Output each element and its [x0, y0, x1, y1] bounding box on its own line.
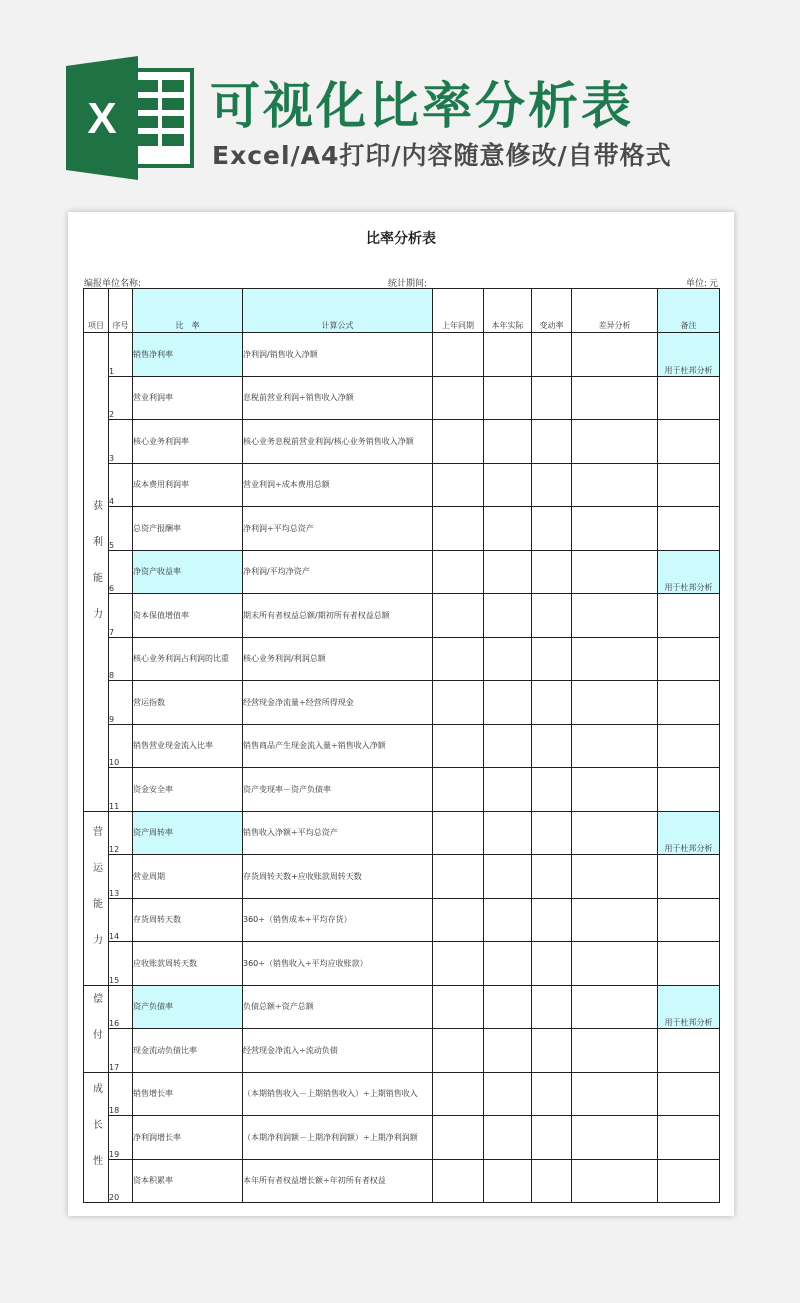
banner-headline: 可视化比率分析表	[210, 77, 634, 135]
current-year-cell[interactable]	[484, 1072, 532, 1116]
ratio-name[interactable]: 销售净利率	[133, 333, 243, 377]
change-rate-cell[interactable]	[532, 898, 572, 942]
change-rate-cell[interactable]	[532, 637, 572, 681]
variance-analysis-cell[interactable]	[572, 376, 658, 420]
ratio-name[interactable]: 销售增长率	[133, 1072, 243, 1116]
prior-year-cell[interactable]	[433, 724, 484, 768]
variance-analysis-cell[interactable]	[572, 594, 658, 638]
variance-analysis-cell[interactable]	[572, 1116, 658, 1160]
remark-cell[interactable]	[658, 898, 720, 942]
change-rate-cell[interactable]	[532, 507, 572, 551]
ratio-formula[interactable]: 经营现金净流入÷流动负债	[243, 1029, 433, 1073]
row-number: 17	[109, 1029, 133, 1073]
statistics-period-label: 统计期间:	[388, 279, 428, 289]
current-year-cell[interactable]	[484, 985, 532, 1029]
row-number: 12	[109, 811, 133, 855]
current-year-cell[interactable]	[484, 637, 532, 681]
table-row	[84, 681, 720, 725]
row-number: 16	[109, 985, 133, 1029]
row-number: 5	[109, 507, 133, 551]
current-year-cell[interactable]	[484, 1159, 532, 1203]
change-rate-cell[interactable]	[532, 811, 572, 855]
change-rate-cell[interactable]	[532, 681, 572, 725]
header-number: 序号	[109, 289, 133, 333]
ratio-name[interactable]: 总资产报酬率	[133, 507, 243, 551]
ratio-name[interactable]: 成本费用利润率	[133, 463, 243, 507]
current-year-cell[interactable]	[484, 1029, 532, 1073]
ratio-formula[interactable]: 360÷（销售收入÷平均应收账款）	[243, 942, 433, 986]
current-year-cell[interactable]	[484, 594, 532, 638]
change-rate-cell[interactable]	[532, 985, 572, 1029]
ratio-formula[interactable]: 净利润÷平均总资产	[243, 507, 433, 551]
row-number: 13	[109, 855, 133, 899]
table-row	[84, 594, 720, 638]
row-number: 9	[109, 681, 133, 725]
ratio-formula[interactable]: 360÷（销售成本÷平均存货）	[243, 898, 433, 942]
remark-cell[interactable]	[658, 1029, 720, 1073]
variance-analysis-cell[interactable]	[572, 333, 658, 377]
current-year-cell[interactable]	[484, 550, 532, 594]
remark-cell[interactable]	[658, 637, 720, 681]
prior-year-cell[interactable]	[433, 681, 484, 725]
current-year-cell[interactable]	[484, 420, 532, 464]
ratio-formula[interactable]: 销售商品产生现金流入量÷销售收入净额	[243, 724, 433, 768]
ratio-name[interactable]: 营业利润率	[133, 376, 243, 420]
variance-analysis-cell[interactable]	[572, 855, 658, 899]
ratio-formula[interactable]: 期末所有者权益总额/期初所有者权益总额	[243, 594, 433, 638]
table-row	[84, 855, 720, 899]
header-change-rate: 变动率	[532, 289, 572, 333]
table-row	[84, 1116, 720, 1160]
row-number: 18	[109, 1072, 133, 1116]
header-category: 项目	[84, 289, 109, 333]
table-row	[84, 550, 720, 594]
current-year-cell[interactable]	[484, 376, 532, 420]
header-current-year: 本年实际	[484, 289, 532, 333]
remark-cell[interactable]: 用于杜邦分析	[658, 550, 720, 594]
logo-letter: X	[87, 94, 117, 143]
change-rate-cell[interactable]	[532, 942, 572, 986]
variance-analysis-cell[interactable]	[572, 463, 658, 507]
ratio-name[interactable]: 现金流动负债比率	[133, 1029, 243, 1073]
table-row	[84, 376, 720, 420]
header-remarks: 备注	[658, 289, 720, 333]
header-ratio: 比 率	[133, 289, 243, 333]
current-year-cell[interactable]	[484, 681, 532, 725]
table-row	[84, 1159, 720, 1203]
table-row	[84, 985, 720, 1029]
table-row	[84, 1029, 720, 1073]
variance-analysis-cell[interactable]	[572, 507, 658, 551]
variance-analysis-cell[interactable]	[572, 637, 658, 681]
ratio-name[interactable]: 营运指数	[133, 681, 243, 725]
ratio-formula[interactable]: 净利润/销售收入净额	[243, 333, 433, 377]
excel-logo-icon	[66, 56, 196, 180]
table-row	[84, 637, 720, 681]
change-rate-cell[interactable]	[532, 1159, 572, 1203]
document-sheet	[68, 212, 734, 1216]
current-year-cell[interactable]	[484, 898, 532, 942]
prior-year-cell[interactable]	[433, 1159, 484, 1203]
ratio-name[interactable]: 资本保值增值率	[133, 594, 243, 638]
variance-analysis-cell[interactable]	[572, 681, 658, 725]
ratio-formula[interactable]: （本期净利润额－上期净利润额）÷上期净利润额	[243, 1116, 433, 1160]
ratio-name[interactable]: 净利润增长率	[133, 1116, 243, 1160]
ratio-name[interactable]: 销售营业现金流入比率	[133, 724, 243, 768]
row-number: 11	[109, 768, 133, 812]
ratio-formula[interactable]: 核心业务息税前营业利润/核心业务销售收入净额	[243, 420, 433, 464]
prior-year-cell[interactable]	[433, 985, 484, 1029]
ratio-formula[interactable]: 核心业务利润/利润总额	[243, 637, 433, 681]
current-year-cell[interactable]	[484, 1116, 532, 1160]
ratio-name[interactable]: 资金安全率	[133, 768, 243, 812]
change-rate-cell[interactable]	[532, 1072, 572, 1116]
current-year-cell[interactable]	[484, 507, 532, 551]
category-cell: 成长性	[84, 1072, 109, 1203]
prior-year-cell[interactable]	[433, 637, 484, 681]
remark-cell[interactable]	[658, 463, 720, 507]
variance-analysis-cell[interactable]	[572, 420, 658, 464]
row-number: 15	[109, 942, 133, 986]
header-prior-year: 上年同期	[433, 289, 484, 333]
table-row	[84, 811, 720, 855]
banner-subline: Excel/A4打印/内容随意修改/自带格式	[212, 141, 672, 170]
ratio-formula[interactable]: （本期销售收入－上期销售收入）÷上期销售收入	[243, 1072, 433, 1116]
remark-cell[interactable]	[658, 1072, 720, 1116]
ratio-name[interactable]: 净资产收益率	[133, 550, 243, 594]
ratio-name[interactable]: 存货周转天数	[133, 898, 243, 942]
remark-cell[interactable]	[658, 681, 720, 725]
prior-year-cell[interactable]	[433, 1116, 484, 1160]
ratio-formula[interactable]: 资产变现率－资产负债率	[243, 768, 433, 812]
table-row	[84, 942, 720, 986]
current-year-cell[interactable]	[484, 463, 532, 507]
remark-cell[interactable]: 用于杜邦分析	[658, 333, 720, 377]
table-row	[84, 898, 720, 942]
variance-analysis-cell[interactable]	[572, 811, 658, 855]
remark-cell[interactable]	[658, 1159, 720, 1203]
variance-analysis-cell[interactable]	[572, 942, 658, 986]
remark-cell[interactable]	[658, 594, 720, 638]
table-row	[84, 507, 720, 551]
change-rate-cell[interactable]	[532, 1116, 572, 1160]
change-rate-cell[interactable]	[532, 333, 572, 377]
table-row	[84, 420, 720, 464]
table-row	[84, 1072, 720, 1116]
row-number: 8	[109, 637, 133, 681]
variance-analysis-cell[interactable]	[572, 1072, 658, 1116]
table-row	[84, 724, 720, 768]
change-rate-cell[interactable]	[532, 1029, 572, 1073]
table-row	[84, 463, 720, 507]
row-number: 6	[109, 550, 133, 594]
row-number: 7	[109, 594, 133, 638]
reporting-unit-label: 编报单位名称:	[84, 279, 142, 289]
remark-cell[interactable]: 用于杜邦分析	[658, 985, 720, 1029]
category-cell: 获利能力	[84, 333, 109, 812]
variance-analysis-cell[interactable]	[572, 898, 658, 942]
table-row	[84, 768, 720, 812]
prior-year-cell[interactable]	[433, 855, 484, 899]
ratio-formula[interactable]: 经营现金净流量÷经营所得现金	[243, 681, 433, 725]
remark-cell[interactable]	[658, 768, 720, 812]
prior-year-cell[interactable]	[433, 594, 484, 638]
prior-year-cell[interactable]	[433, 376, 484, 420]
remark-cell[interactable]	[658, 724, 720, 768]
ratio-name[interactable]: 资产周转率	[133, 811, 243, 855]
prior-year-cell[interactable]	[433, 898, 484, 942]
prior-year-cell[interactable]	[433, 1072, 484, 1116]
prior-year-cell[interactable]	[433, 942, 484, 986]
row-number: 20	[109, 1159, 133, 1203]
ratio-name[interactable]: 营业周期	[133, 855, 243, 899]
unit-label: 单位:	[685, 279, 707, 289]
variance-analysis-cell[interactable]	[572, 768, 658, 812]
change-rate-cell[interactable]	[532, 376, 572, 420]
ratio-name[interactable]: 资产负债率	[133, 985, 243, 1029]
ratio-name[interactable]: 应收账款周转天数	[133, 942, 243, 986]
remark-cell[interactable]	[658, 420, 720, 464]
current-year-cell[interactable]	[484, 942, 532, 986]
category-cell: 营运能力	[84, 811, 109, 985]
current-year-cell[interactable]	[484, 724, 532, 768]
row-number: 3	[109, 420, 133, 464]
change-rate-cell[interactable]	[532, 594, 572, 638]
remark-cell[interactable]: 用于杜邦分析	[658, 811, 720, 855]
current-year-cell[interactable]	[484, 768, 532, 812]
banner	[0, 0, 800, 200]
remark-cell[interactable]	[658, 855, 720, 899]
ratio-formula[interactable]: 营业利润÷成本费用总额	[243, 463, 433, 507]
ratio-table	[83, 288, 720, 1203]
document-title: 比率分析表	[366, 231, 436, 247]
current-year-cell[interactable]	[484, 811, 532, 855]
remark-cell[interactable]	[658, 1116, 720, 1160]
change-rate-cell[interactable]	[532, 768, 572, 812]
prior-year-cell[interactable]	[433, 507, 484, 551]
change-rate-cell[interactable]	[532, 463, 572, 507]
prior-year-cell[interactable]	[433, 420, 484, 464]
change-rate-cell[interactable]	[532, 420, 572, 464]
table-row	[84, 333, 720, 377]
prior-year-cell[interactable]	[433, 550, 484, 594]
variance-analysis-cell[interactable]	[572, 1159, 658, 1203]
ratio-formula[interactable]: 净利润/平均净资产	[243, 550, 433, 594]
row-number: 19	[109, 1116, 133, 1160]
variance-analysis-cell[interactable]	[572, 1029, 658, 1073]
ratio-formula[interactable]: 负债总额÷资产总额	[243, 985, 433, 1029]
variance-analysis-cell[interactable]	[572, 724, 658, 768]
unit-value: 元	[708, 279, 718, 289]
prior-year-cell[interactable]	[433, 333, 484, 377]
change-rate-cell[interactable]	[532, 724, 572, 768]
ratio-formula[interactable]: 销售收入净额÷平均总资产	[243, 811, 433, 855]
prior-year-cell[interactable]	[433, 768, 484, 812]
current-year-cell[interactable]	[484, 855, 532, 899]
row-number: 14	[109, 898, 133, 942]
ratio-name[interactable]: 核心业务利润占利润的比重	[133, 637, 243, 681]
prior-year-cell[interactable]	[433, 1029, 484, 1073]
ratio-name[interactable]: 资本积累率	[133, 1159, 243, 1203]
row-number: 4	[109, 463, 133, 507]
variance-analysis-cell[interactable]	[572, 985, 658, 1029]
prior-year-cell[interactable]	[433, 811, 484, 855]
header-formula: 计算公式	[243, 289, 433, 333]
ratio-formula[interactable]: 息税前营业利润÷销售收入净额	[243, 376, 433, 420]
remark-cell[interactable]	[658, 507, 720, 551]
variance-analysis-cell[interactable]	[572, 550, 658, 594]
remark-cell[interactable]	[658, 942, 720, 986]
remark-cell[interactable]	[658, 376, 720, 420]
row-number: 2	[109, 376, 133, 420]
header-variance-analysis: 差异分析	[572, 289, 658, 333]
prior-year-cell[interactable]	[433, 463, 484, 507]
change-rate-cell[interactable]	[532, 550, 572, 594]
ratio-name[interactable]: 核心业务利润率	[133, 420, 243, 464]
current-year-cell[interactable]	[484, 333, 532, 377]
row-number: 10	[109, 724, 133, 768]
ratio-formula[interactable]: 存货周转天数+应收账款周转天数	[243, 855, 433, 899]
change-rate-cell[interactable]	[532, 855, 572, 899]
ratio-formula[interactable]: 本年所有者权益增长额÷年初所有者权益	[243, 1159, 433, 1203]
table-header-row	[84, 289, 720, 333]
row-number: 1	[109, 333, 133, 377]
category-cell: 偿付	[84, 985, 109, 1072]
